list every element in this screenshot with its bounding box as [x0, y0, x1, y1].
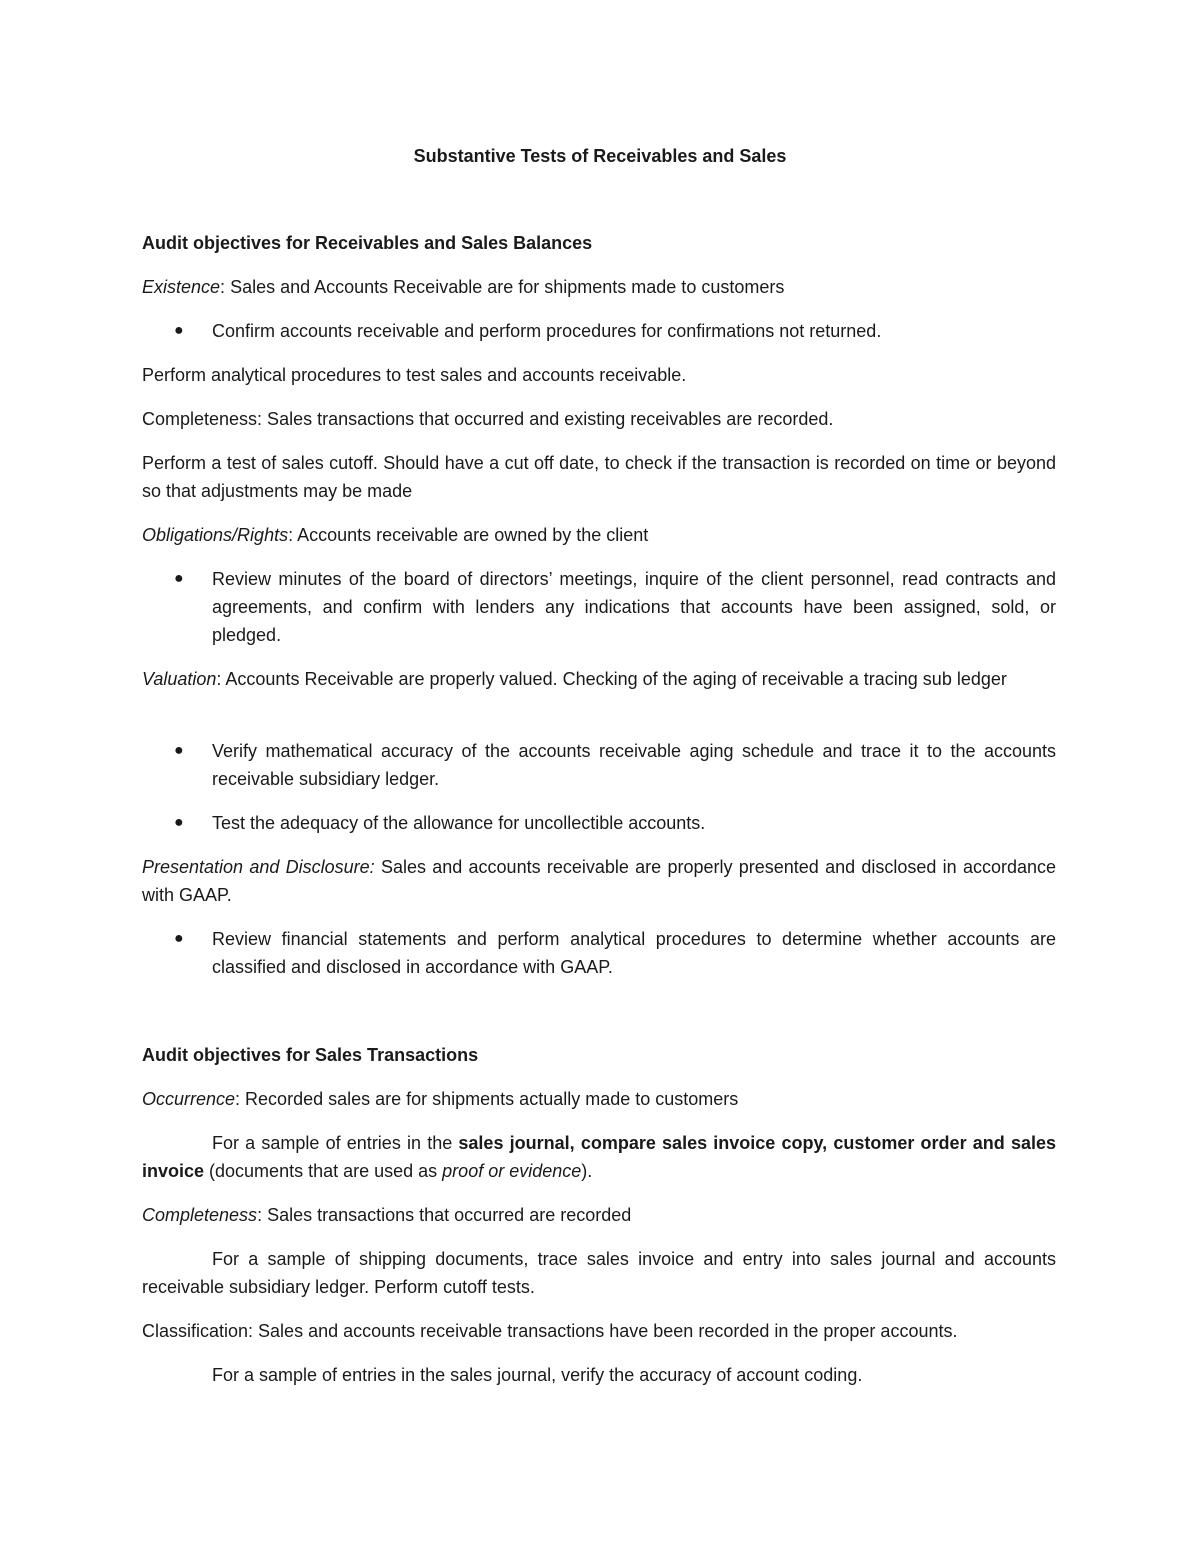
classification-paragraph: Classification: Sales and accounts receivable transactions have been recorded in the proper accounts.: [142, 1321, 958, 1341]
bullet-financial-statements: Review financial statements and perform analytical procedures to determine whether accounts are classified and disclosed in accordance with GAAP.: [212, 929, 1056, 977]
existence-sep: :: [220, 277, 226, 297]
section1-heading: Audit objectives for Receivables and Sales Balances: [142, 233, 593, 253]
bullet-icon: ●: [174, 322, 184, 339]
occurrence-procedure: [142, 1129, 1056, 1185]
obligations-paragraph: [142, 521, 1056, 549]
obligations-text: : Accounts receivable are owned by the client: [288, 525, 649, 545]
existence-label: Existence: [142, 277, 221, 297]
bullet-icon: ●: [174, 742, 184, 759]
occurrence-proc-part1: For a sample of entries in the: [212, 1133, 459, 1153]
bullet-allowance: Test the adequacy of the allowance for uncollectible accounts.: [212, 813, 706, 833]
bullet-icon: ●: [174, 814, 184, 831]
presentation-label: Presentation and Disclosure:: [142, 857, 375, 877]
occurrence-proc-part3: ).: [581, 1161, 593, 1181]
document-title: Substantive Tests of Receivables and Sales: [413, 146, 787, 166]
presentation-text: Sales and accounts receivable are properly presented and disclosed in accordance with GAAP.: [142, 857, 1057, 905]
occurrence-proc-italic: proof or evidence: [442, 1161, 582, 1181]
completeness-text: : Sales transactions that occurred are recorded: [257, 1205, 632, 1225]
presentation-paragraph: [142, 853, 1056, 909]
completeness-procedure: For a sample of shipping documents, trace sales invoice and entry into sales journal and accounts receivable subsidiary ledger. Perform cutoff tests.: [142, 1249, 1056, 1297]
bullet-icon: ●: [174, 930, 184, 947]
existence-paragraph: [142, 273, 1056, 301]
occurrence-proc-part2: (documents that are used as: [204, 1161, 443, 1181]
bullet-review-minutes: Review minutes of the board of directors’ meetings, inquire of the client personnel, read contracts and agreements, and confirm with lenders any indications that accounts have been assigned, sold, or pledged.: [212, 569, 1056, 645]
bullet-verify-aging: Verify mathematical accuracy of the accounts receivable aging schedule and trace it to the accounts receivable subsidiary ledger.: [212, 741, 1056, 789]
completeness-transactions-paragraph: [142, 1201, 1056, 1229]
analytical-paragraph: Perform analytical procedures to test sales and accounts receivable.: [142, 365, 687, 385]
valuation-text: : Accounts Receivable are properly valued. Checking of the aging of receivable a tracing sub ledger: [216, 669, 1007, 689]
classification-procedure: For a sample of entries in the sales journal, verify the accuracy of account coding.: [212, 1365, 863, 1385]
bullet-confirm: Confirm accounts receivable and perform procedures for confirmations not returned.: [212, 321, 882, 341]
existence-text: Sales and Accounts Receivable are for shipments made to customers: [225, 277, 785, 297]
completeness-label: Completeness: [142, 1205, 258, 1225]
bullet-icon: ●: [174, 570, 184, 587]
completeness-paragraph: Completeness: Sales transactions that occurred and existing receivables are recorded.: [142, 409, 834, 429]
occurrence-label: Occurrence: [142, 1089, 236, 1109]
valuation-label: Valuation: [142, 669, 217, 689]
cutoff-paragraph: Perform a test of sales cutoff. Should have a cut off date, to check if the transaction is recorded on time or beyond so that adjustments may be made: [142, 453, 1056, 501]
obligations-label: Obligations/Rights: [142, 525, 289, 545]
valuation-paragraph: [142, 665, 1056, 693]
section2-heading: Audit objectives for Sales Transactions: [142, 1045, 479, 1065]
occurrence-proc-bold: sales journal, compare sales invoice copy, customer order and sales invoice: [142, 1133, 1056, 1181]
occurrence-paragraph: [142, 1085, 1056, 1113]
occurrence-text: : Recorded sales are for shipments actually made to customers: [235, 1089, 739, 1109]
